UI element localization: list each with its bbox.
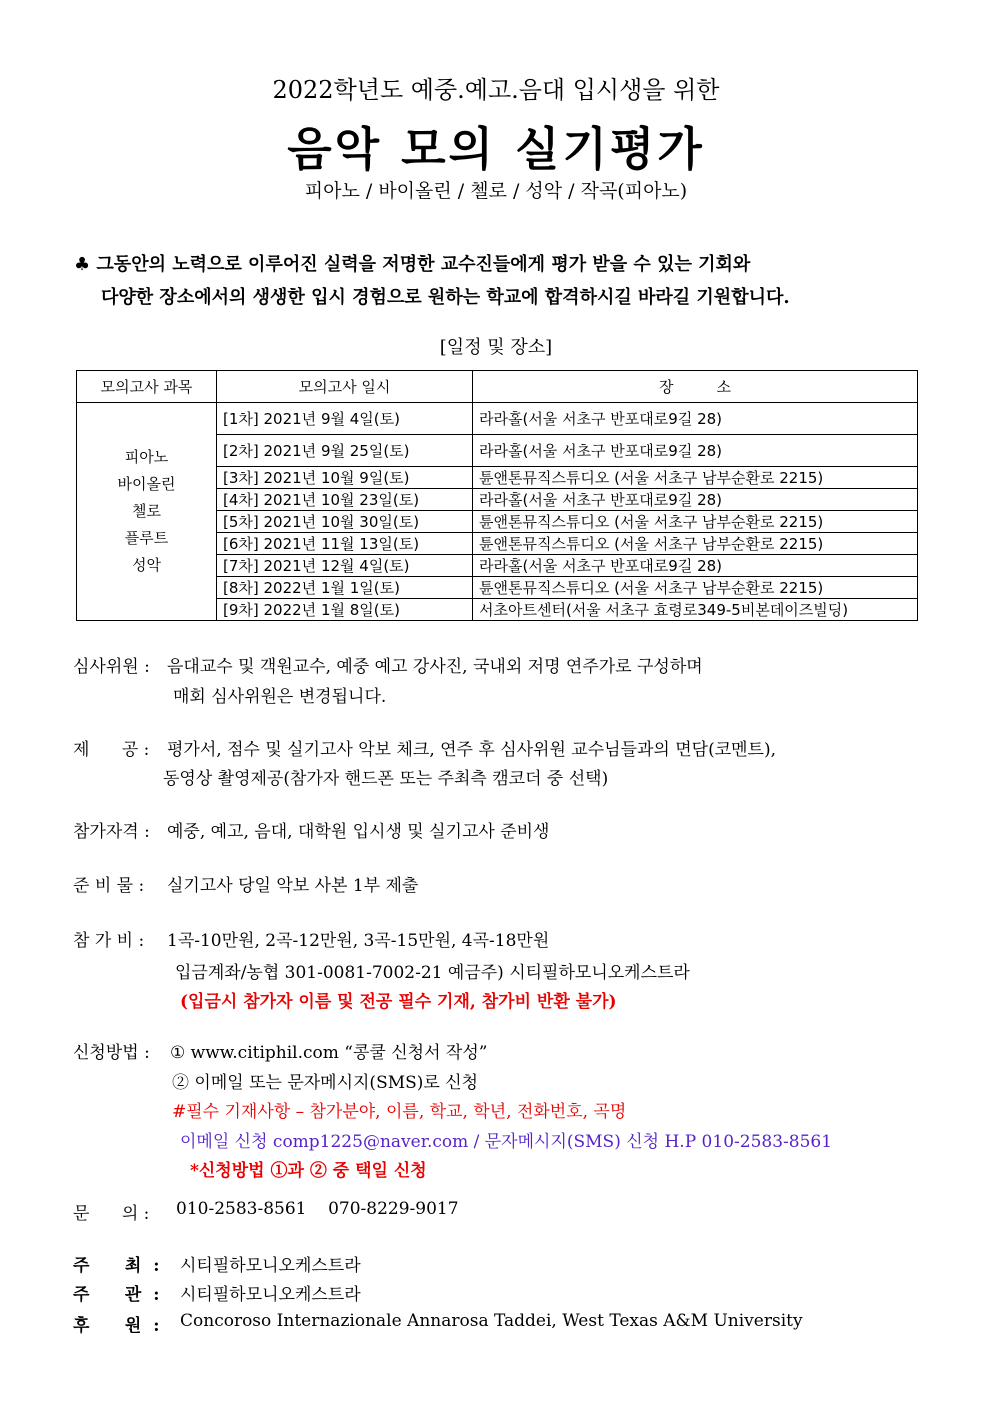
subject-vocal: 성악: [132, 556, 161, 574]
schedule-table: [76, 370, 918, 621]
apply-required-fields: #필수 기재사항 – 참가분야, 이름, 학교, 학년, 전화번호, 곡명: [172, 1102, 627, 1122]
subject-list: 피아노 / 바이올린 / 첼로 / 성악 / 작곡(피아노): [304, 180, 688, 202]
date-cell: [2차] 2021년 9월 25일(토): [217, 435, 473, 467]
place-cell: 라라홀(서울 서초구 반포대로9길 28): [473, 403, 918, 435]
table-row: [77, 403, 918, 435]
place-cell: 라라홀(서울 서초구 반포대로9길 28): [473, 555, 918, 577]
subject-cello: 첼로: [132, 502, 161, 520]
fee-notice: (입금시 참가자 이름 및 전공 필수 기재, 참가비 반환 불가): [180, 992, 617, 1012]
eligibility-text: 예중, 예고, 음대, 대학원 입시생 및 실기고사 준비생: [167, 822, 550, 842]
date-cell: [5차] 2021년 10월 30일(토): [217, 511, 473, 533]
sponsor-label: 후 원 :: [73, 1316, 160, 1336]
provide-text-2: 동영상 촬영제공(참가자 핸드폰 또는 주최측 캠코더 중 선택): [163, 769, 609, 789]
fee-label: 참 가 비 :: [73, 931, 145, 951]
apply-method-1: ① www.citiphil.com “콩쿨 신청서 작성”: [170, 1043, 488, 1063]
eligibility-label: 참가자격 :: [73, 822, 150, 842]
judges-label: 심사위원 :: [73, 657, 150, 677]
date-cell: [8차] 2022년 1월 1일(토): [217, 577, 473, 599]
place-cell: 튠앤톤뮤직스튜디오 (서울 서초구 남부순환로 2215): [473, 577, 918, 599]
apply-note: *신청방법 ①과 ② 중 택일 신청: [190, 1161, 427, 1181]
judges-text-2: 매회 심사위원은 변경됩니다.: [173, 687, 387, 707]
provide-text-1: 평가서, 점수 및 실기고사 악보 체크, 연주 후 심사위원 교수님들과의 면담(코멘트),: [167, 740, 777, 760]
place-cell: 튠앤톤뮤직스튜디오 (서울 서초구 남부순환로 2215): [473, 467, 918, 489]
subject-flute: 플루트: [124, 529, 169, 547]
host-name: 시티필하모니오케스트라: [180, 1256, 361, 1276]
place-cell: 튠앤톤뮤직스튜디오 (서울 서초구 남부순환로 2215): [473, 511, 918, 533]
intro-line-1: [74, 250, 750, 276]
place-cell: 라라홀(서울 서초구 반포대로9길 28): [473, 489, 918, 511]
date-cell: [7차] 2021년 12월 4일(토): [217, 555, 473, 577]
contact-phones: 010-2583-8561 070-8229-9017: [176, 1199, 459, 1219]
apply-method-2: ② 이메일 또는 문자메시지(SMS)로 신청: [172, 1073, 479, 1093]
apply-contact-info: 이메일 신청 comp1225@naver.com / 문자메시지(SMS) 신청 H.P 010-2583-8561: [180, 1132, 833, 1152]
date-cell: [6차] 2021년 11월 13일(토): [217, 533, 473, 555]
club-icon: ♣: [74, 254, 91, 275]
subject-cell: [77, 403, 217, 621]
contact-label: 문 의 :: [73, 1204, 150, 1224]
place-cell: 튠앤톤뮤직스튜디오 (서울 서초구 남부순환로 2215): [473, 533, 918, 555]
header-subject: 모의고사 과목: [77, 371, 217, 403]
place-cell: 라라홀(서울 서초구 반포대로9길 28): [473, 435, 918, 467]
provide-label: 제 공 :: [73, 740, 150, 760]
date-cell: [3차] 2021년 10월 9일(토): [217, 467, 473, 489]
date-cell: [1차] 2021년 9월 4일(토): [217, 403, 473, 435]
apply-label: 신청방법 :: [73, 1043, 150, 1063]
date-cell: [4차] 2021년 10월 23일(토): [217, 489, 473, 511]
fee-text-2: 입금계좌/농협 301-0081-7002-21 예금주) 시티필하모니오케스트라: [175, 963, 690, 983]
organizer-name: 시티필하모니오케스트라: [180, 1285, 361, 1305]
intro-text-1: 그동안의 노력으로 이루어진 실력을 저명한 교수진들에게 평가 받을 수 있는 기회와: [96, 254, 751, 275]
fee-text-1: 1곡-10만원, 2곡-12만원, 3곡-15만원, 4곡-18만원: [167, 931, 550, 951]
intro-line-2: 다양한 장소에서의 생생한 입시 경험으로 원하는 학교에 합격하시길 바라길 기원합니다.: [101, 287, 790, 308]
place-cell: 서초아트센터(서울 서초구 효령로349-5비본데이즈빌딩): [473, 599, 918, 621]
page-title: 음악 모의 실기평가: [287, 122, 705, 176]
judges-text-1: 음대교수 및 객원교수, 예중 예고 강사진, 국내외 저명 연주가로 구성하며: [167, 657, 703, 677]
subject-violin: 바이올린: [117, 475, 176, 493]
date-cell: [9차] 2022년 1월 8일(토): [217, 599, 473, 621]
header-date: 모의고사 일시: [217, 371, 473, 403]
table-header-row: [77, 371, 918, 403]
header-subtitle: 2022학년도 예중.예고.음대 입시생을 위한: [272, 76, 720, 104]
header-place: 장 소: [473, 371, 918, 403]
schedule-title: [일정 및 장소]: [439, 337, 553, 358]
organizer-label: 주 관 :: [73, 1285, 160, 1305]
preparation-label: 준 비 물 :: [73, 876, 145, 896]
subject-piano: 피아노: [124, 448, 169, 466]
sponsor-name: Concoroso Internazionale Annarosa Taddei, West Texas A&M University: [180, 1311, 803, 1331]
host-label: 주 최 :: [73, 1256, 160, 1276]
preparation-text: 실기고사 당일 악보 사본 1부 제출: [167, 876, 419, 896]
